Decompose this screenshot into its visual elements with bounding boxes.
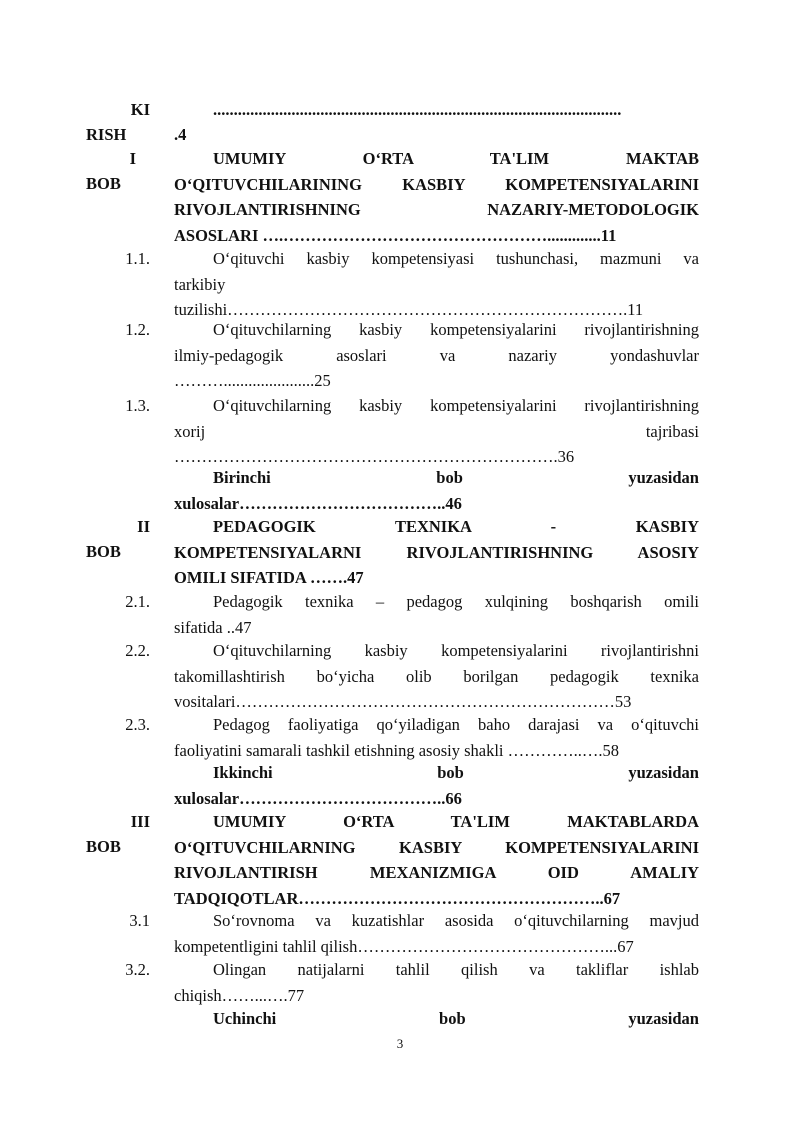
toc-word: tajribasi [645, 421, 699, 441]
toc-body [174, 465, 699, 516]
toc-line: …………………………………………………………….36 [174, 447, 575, 466]
toc-line: ASOSLARI ….………………………………………….............11 [174, 225, 617, 245]
toc-line [174, 419, 699, 445]
toc-line: O‘qituvchilarning kasbiy kompetensiyalarini rivojlantirishning [213, 396, 699, 415]
toc-line: ilmiy-pedagogik asoslari va nazariy yondashuvlar [174, 345, 699, 365]
toc-line: faoliyatini samarali tashkil etishning asosiy shakli …………..….58 [174, 740, 619, 760]
toc-body [174, 97, 699, 123]
toc-number-line: BOB [86, 174, 121, 193]
toc-body [174, 760, 699, 811]
toc-line: xulosalar………………………………..66 [174, 788, 462, 808]
toc-line: PEDAGOGIK TEXNIKA - KASBIY [213, 517, 699, 536]
toc-number-line: I [129, 149, 136, 168]
toc-line: RIVOJLANTIRISHNING NAZARIY-METODOLOGIK [174, 200, 699, 219]
toc-body [174, 246, 699, 323]
toc-body [174, 638, 699, 715]
toc-line: UMUMIY O‘RTA TA'LIM MAKTABLARDA [213, 812, 699, 831]
toc-body [174, 1006, 699, 1032]
toc-number: 3.1 [129, 911, 150, 930]
toc-line: tuzilishi……………………………………………………………….11 [174, 300, 644, 319]
toc-dots: ................................................................................................... [213, 100, 622, 119]
toc-number-line: KI [130, 100, 150, 119]
toc-line: So‘rovnoma va kuzatishlar asosida o‘qituvchilarning mavjud [213, 911, 699, 930]
toc-number-line: RISH [86, 125, 127, 144]
toc-body [174, 514, 699, 591]
toc-line: sifatida ..47 [174, 617, 252, 637]
toc-number: 2.2. [125, 641, 150, 660]
toc-line: TADQIQOTLAR………………………………………………..67 [174, 888, 621, 908]
toc-body [174, 146, 699, 248]
toc-body [174, 957, 699, 1008]
toc-line: RIVOJLANTIRISH MEXANIZMIGA OID AMALIY [174, 863, 699, 882]
toc-body [174, 317, 699, 394]
toc-number: 1.2. [125, 320, 150, 339]
toc-body [174, 712, 699, 763]
toc-number: 2.3. [125, 715, 150, 734]
toc-line: tarkibiy [174, 274, 226, 294]
toc-line: ………......................25 [174, 371, 331, 390]
toc-line: takomillashtirish bo‘yicha olib borilgan pedagogik texnika [174, 666, 699, 686]
toc-number-line: III [130, 812, 150, 831]
toc-number-line: BOB [86, 837, 121, 856]
toc-line: xulosalar………………………………..46 [174, 493, 462, 513]
toc-line: UMUMIY O‘RTA TA'LIM MAKTAB [213, 149, 699, 168]
toc-body [174, 589, 699, 640]
toc-line: O‘QITUVCHILARINING KASBIY KOMPETENSIYALARINI [174, 174, 699, 194]
toc-number: 1.1. [125, 249, 150, 268]
toc-number [84, 97, 150, 123]
toc-number-line: II [137, 517, 150, 536]
toc-line: Olingan natijalarni tahlil qilish va takliflar ishlab [213, 960, 699, 979]
toc-body [174, 809, 699, 911]
toc-line: O‘qituvchilarning kasbiy kompetensiyalarini rivojlantirishni [213, 641, 699, 660]
toc-line: Uchinchi bob yuzasidan [213, 1009, 699, 1028]
toc-body [174, 908, 699, 959]
toc-line: vositalari……………………………………………………………53 [174, 692, 632, 711]
page-number: 3 [396, 1036, 404, 1051]
toc-number: 3.2. [125, 960, 150, 979]
toc-body [174, 393, 699, 470]
toc-line: kompetentligini tahlil qilish………………………………………...67 [174, 936, 634, 956]
toc-line: O‘QITUVCHILARNING KASBIY KOMPETENSIYALARINI [174, 837, 699, 857]
toc-line: KOMPETENSIYALARNI RIVOJLANTIRISHNING ASOSIY [174, 542, 699, 562]
toc-line: Ikkinchi bob yuzasidan [213, 763, 699, 782]
toc-page: .4 [174, 125, 187, 144]
toc-line: chiqish……...….77 [174, 985, 305, 1005]
toc-word: xorij [174, 421, 206, 441]
toc-line: Pedagogik texnika – pedagog xulqining boshqarish omili [213, 592, 699, 611]
toc-line: OMILI SIFATIDA …….47 [174, 568, 364, 587]
toc-number-line: BOB [86, 542, 121, 561]
toc-line: O‘qituvchi kasbiy kompetensiyasi tushunchasi, mazmuni va [213, 249, 699, 268]
toc-line: Birinchi bob yuzasidan [213, 468, 699, 487]
toc-number: 2.1. [125, 592, 150, 611]
toc-line: Pedagog faoliyatiga qo‘yiladigan baho darajasi va o‘qituvchi [213, 715, 699, 734]
toc-page-ref [174, 122, 699, 148]
toc-number: 1.3. [125, 396, 150, 415]
toc-line: O‘qituvchilarning kasbiy kompetensiyalarini rivojlantirishning [213, 320, 699, 339]
